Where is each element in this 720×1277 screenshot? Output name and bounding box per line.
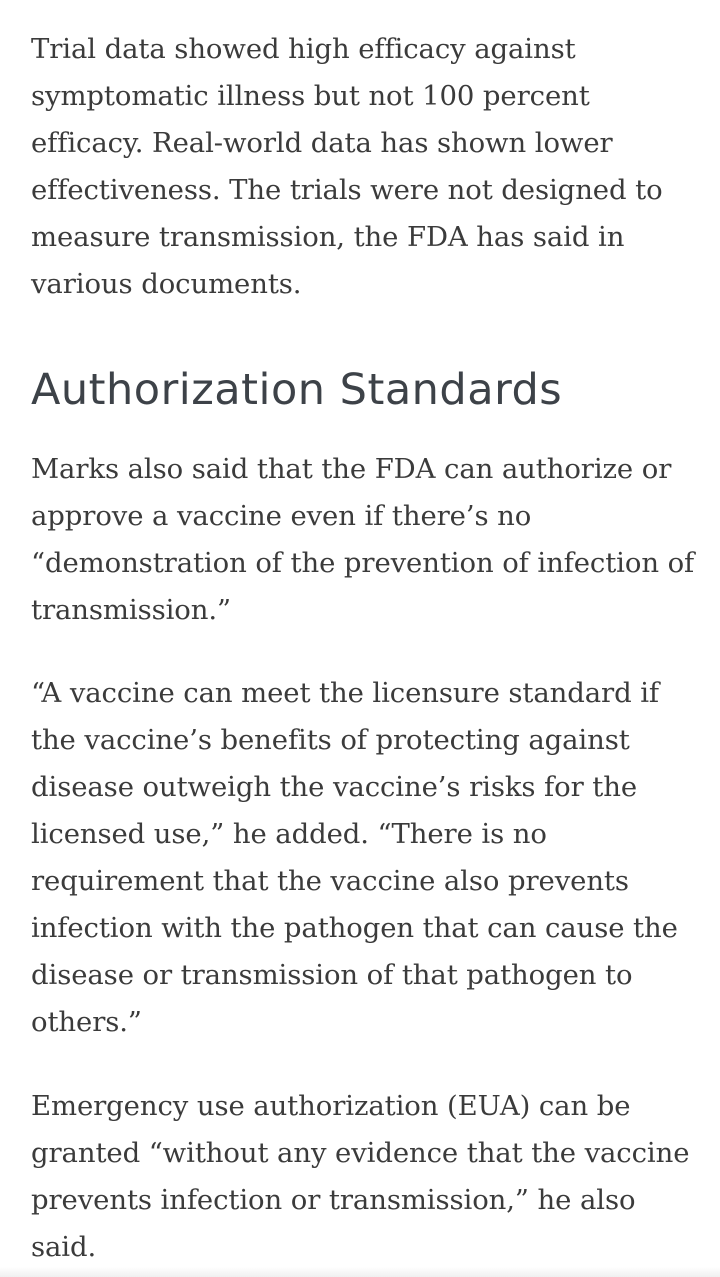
- section-heading: Authorization Standards: [31, 365, 563, 415]
- article-paragraph-eua: Emergency use authorization (EUA) can be granted “without any evidence that the vaccine prevents infection or transmission,” he also said.: [31, 1090, 690, 1263]
- article-paragraph-efficacy: Trial data showed high efficacy against symptomatic illness but not 100 percent efficacy. Real-world data has shown lower effectiveness. The trials were not designed to measure transmission, the FDA has said in various documents.: [31, 33, 663, 300]
- section-heading-wrapper: [31, 360, 562, 420]
- article-paragraph-marks: Marks also said that the FDA can authorize or approve a vaccine even if there’s no “demonstration of the prevention of infection of transmission.”: [31, 453, 695, 626]
- article-paragraph-licensure-quote: “A vaccine can meet the licensure standard if the vaccine’s benefits of protecting against disease outweigh the vaccine’s risks for the licensed use,” he added. “There is no requirement that the vaccine also prevents infection with the pathogen that can cause the disease or transmission of that pathogen to others.”: [31, 677, 678, 1038]
- bottom-edge-shadow: [0, 1267, 720, 1277]
- article-body: [31, 26, 699, 1263]
